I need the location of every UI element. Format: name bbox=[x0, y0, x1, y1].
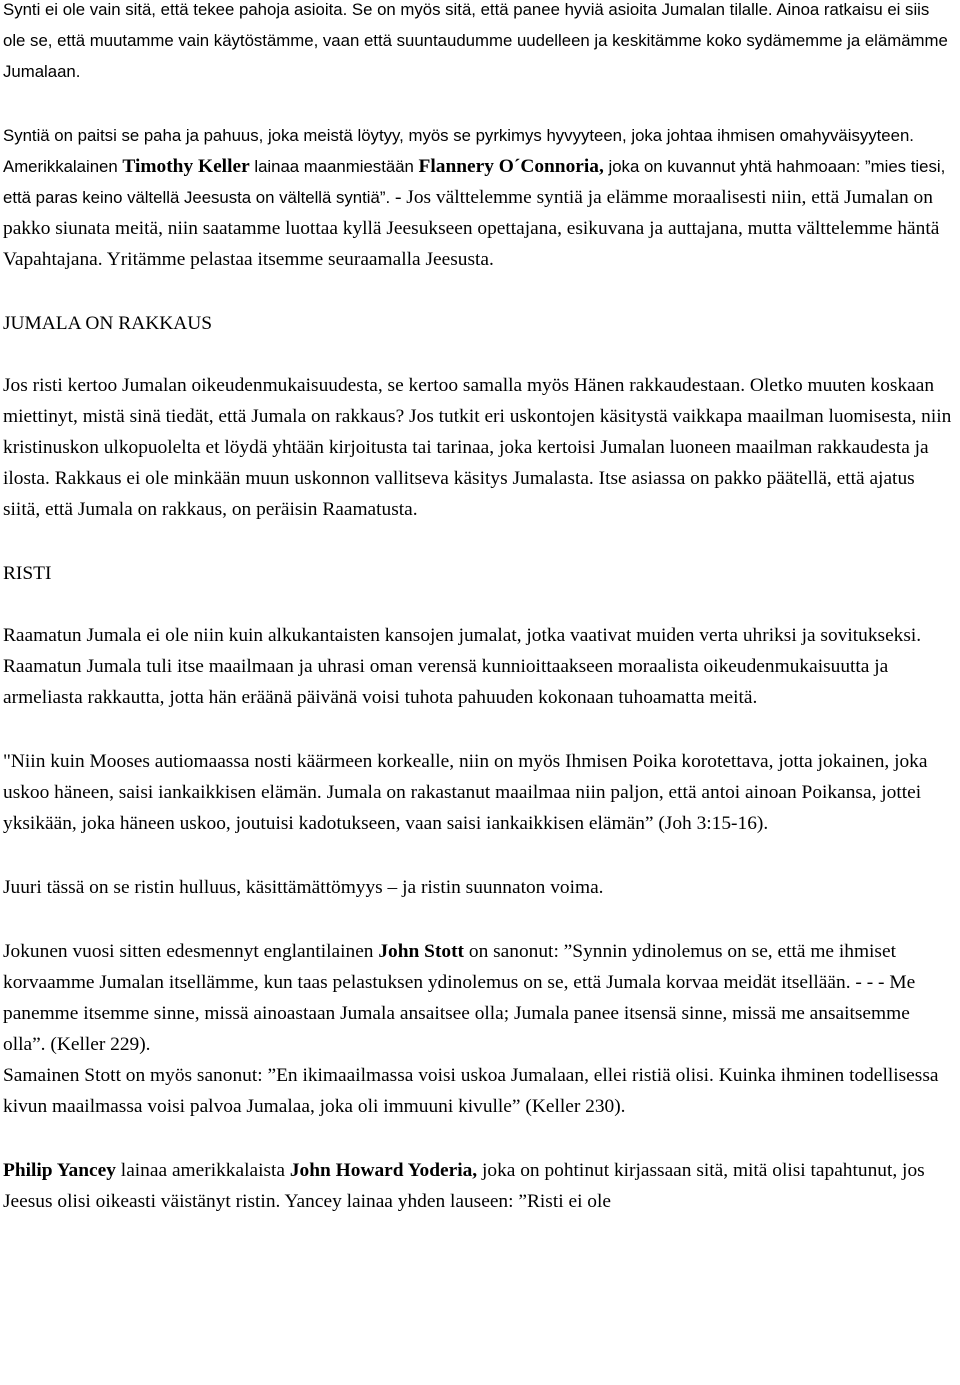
paragraph-sin-intro: Synti ei ole vain sitä, että tekee pahoja asioita. Se on myös sitä, että panee hyviä asioita Jumalan tilalle. Ainoa ratkaisu ei siis ole se, että muutamme vain käytöstämme, vaan että suuntaudumme uudelleen ja keskitämme koko sydämemme ja elämämme Jumalaan. bbox=[3, 0, 948, 81]
heading-jumala-on-rakkaus: JUMALA ON RAKKAUS bbox=[3, 313, 213, 334]
paragraph-john-stott: Jokunen vuosi sitten edesmennyt englantilainen John Stott on sanonut: ”Synnin ydinolemus on se, että me ihmiset korvaamme Jumalan itsellämme, kun taas pelastuksen ydinolemus on se, että Jumala korvaa meidät itsellään. - - - Me panemme itsemme sinne, missä ainoastaan Jumala ansaitsee olla; Jumala panee itsensä sinne, missä me ansaitsemme olla”. (Keller 229). bbox=[3, 941, 916, 1055]
name-flannery-oconnor: Flannery O´Connoria, bbox=[418, 156, 604, 177]
name-timothy-keller: Timothy Keller bbox=[122, 156, 250, 177]
paragraph-cross: Raamatun Jumala ei ole niin kuin alkukantaisten kansojen jumalat, jotka vaativat muiden verta uhriksi ja sovitukseksi. Raamatun Jumala tuli itse maailmaan ja uhrasi oman verensä kunnioittaakseen moraalista oikeudenmukaisuutta ja armeliasta rakkautta, jotta hän eräänä päivänä voisi tuhota pahuuden kokonaan tuhoamatta meitä. bbox=[3, 625, 922, 708]
name-philip-yancey: Philip Yancey bbox=[3, 1160, 116, 1181]
document-body bbox=[3, 0, 955, 1217]
paragraph-yancey: Philip Yancey lainaa amerikkalaista John Howard Yoderia, joka on pohtinut kirjassaan sitä, mitä olisi tapahtunut, jos Jeesus olisi oikeasti väistänyt ristin. Yancey lainaa yhden lauseen: ”Risti ei ole bbox=[3, 1160, 925, 1212]
paragraph-foolishness: Juuri tässä on se ristin hulluus, käsittämättömyys – ja ristin suunnaton voima. bbox=[3, 877, 604, 898]
paragraph-sin-goodness: Syntiä on paitsi se paha ja pahuus, joka meistä löytyy, myös se pyrkimys hyvyyteen, joka johtaa ihmisen omahyväisyyteen. Amerikkalainen Timothy Keller lainaa maanmiestään Flannery O´Connoria, joka on kuvannut yhtä hahmoaan: ”mies tiesi, että paras keino vältellä Jeesusta on vältellä syntiä”. - Jos välttelemme syntiä ja elämme moraalisesti niin, että Jumalan on pakko siunata meitä, niin saatamme luottaa kyllä Jeesukseen opettajana, esikuvana ja auttajana, mutta välttelemme häntä Vapahtajana. Yritämme pelastaa itsemme seuraamalla Jeesusta. bbox=[3, 126, 946, 270]
name-john-stott: John Stott bbox=[378, 941, 465, 962]
paragraph-stott-quote: Samainen Stott on myös sanonut: ”En ikimaailmassa voisi uskoa Jumalaan, ellei ristiä olisi. Kuinka ihminen todellisessa kivun maailmassa voisi palvoa Jumalaa, joka oli immuuni kivulle” (Keller 230). bbox=[3, 1065, 939, 1117]
paragraph-love: Jos risti kertoo Jumalan oikeudenmukaisuudesta, se kertoo samalla myös Hänen rakkaudestaan. Oletko muuten koskaan miettinyt, mistä sinä tiedät, että Jumala on rakkaus? Jos tutkit eri uskontojen käsitystä vaikkapa maailman luomisesta, niin kristinuskon ulkopuolelta et löydä yhtään kirjoitusta tai tarinaa, joka kertoisi Jumalan luoneen maailman rakkaudesta ja ilosta. Rakkaus ei ole minkään muun uskonnon vallitseva käsitys Jumalasta. Itse asiassa on pakko päätellä, että ajatus siitä, että Jumala on rakkaus, on peräisin Raamatusta. bbox=[3, 375, 952, 520]
name-john-howard-yoder: John Howard Yoderia, bbox=[289, 1160, 478, 1181]
paragraph-john-quote: "Niin kuin Mooses autiomaassa nosti käärmeen korkealle, niin on myös Ihmisen Poika korotettava, jotta jokainen, joka uskoo häneen, saisi iankaikkisen elämän. Jumala on rakastanut maailmaa niin paljon, että antoi ainoan Poikansa, jottei yksikään, joka häneen uskoo, joutuisi kadotukseen, vaan saisi iankaikkisen elämän” (Joh 3:15-16). bbox=[3, 751, 928, 834]
heading-risti: RISTI bbox=[3, 563, 52, 584]
